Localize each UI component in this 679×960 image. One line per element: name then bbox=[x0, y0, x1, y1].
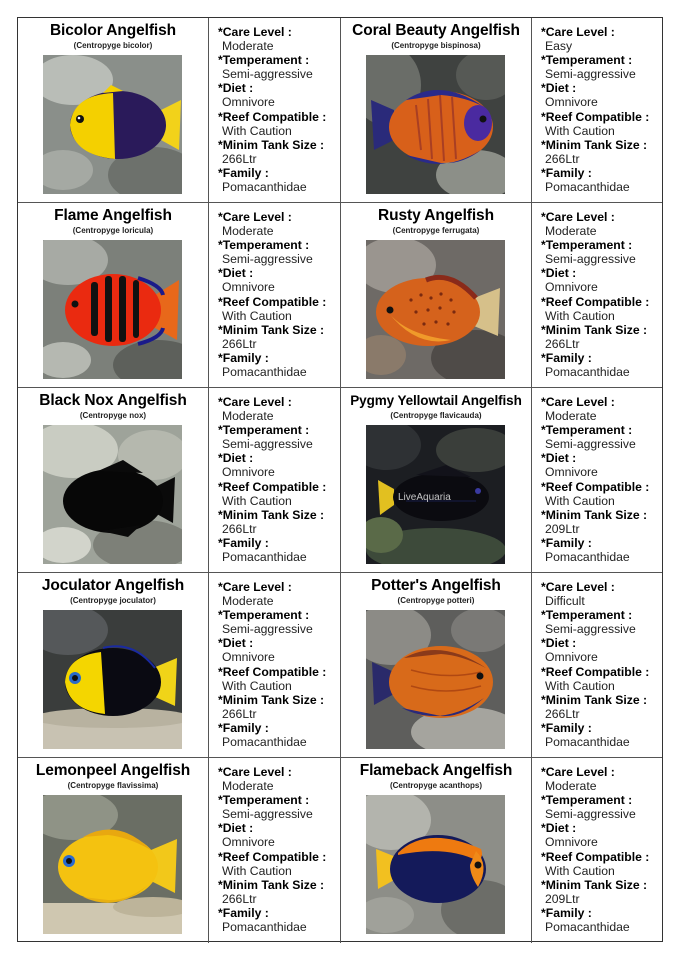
fish-name: Lemonpeel Angelfish bbox=[35, 762, 191, 779]
fish-photo bbox=[366, 795, 505, 934]
temperament-value: Semi-aggressive bbox=[222, 622, 313, 637]
temperament-label: *Temperament : bbox=[218, 423, 310, 438]
family-value: Pomacanthidae bbox=[545, 735, 630, 750]
tank-size-value: 209Ltr bbox=[545, 891, 580, 906]
fish-photo bbox=[366, 55, 505, 194]
fish-info-joculator bbox=[209, 573, 341, 758]
fish-name: Pygmy Yellowtail Angelfish bbox=[350, 393, 522, 408]
family-label: *Family : bbox=[541, 350, 592, 365]
temperament-label: *Temperament : bbox=[541, 238, 633, 253]
family-label: *Family : bbox=[218, 535, 269, 550]
reef-compatible-label: *Reef Compatible : bbox=[541, 664, 650, 679]
tank-size-value: 266Ltr bbox=[222, 891, 257, 906]
reef-compatible-label: *Reef Compatible : bbox=[541, 479, 650, 494]
temperament-value: Semi-aggressive bbox=[545, 437, 636, 452]
reef-compatible-value: With Caution bbox=[222, 123, 292, 138]
tank-size-label: *Minim Tank Size : bbox=[541, 877, 648, 892]
diet-label: *Diet : bbox=[218, 81, 254, 96]
diet-value: Omnivore bbox=[222, 280, 275, 295]
diet-label: *Diet : bbox=[541, 81, 577, 96]
family-value: Pomacanthidae bbox=[545, 550, 630, 565]
reef-compatible-label: *Reef Compatible : bbox=[218, 109, 327, 124]
scientific-name: (Centropyge flavicauda) bbox=[390, 411, 482, 420]
tank-size-label: *Minim Tank Size : bbox=[541, 692, 648, 707]
fish-name: Joculator Angelfish bbox=[41, 577, 185, 594]
fish-photo bbox=[43, 55, 182, 194]
scientific-name: (Centropyge joculator) bbox=[70, 596, 156, 605]
reef-compatible-value: With Caution bbox=[222, 678, 292, 693]
fish-care-sheet bbox=[17, 17, 663, 942]
fish-info-pygmy-yellowtail bbox=[532, 388, 662, 573]
reef-compatible-label: *Reef Compatible : bbox=[541, 294, 650, 309]
temperament-value: Semi-aggressive bbox=[222, 437, 313, 452]
fish-info-rusty bbox=[532, 203, 662, 388]
potters-angelfish-image bbox=[366, 610, 505, 749]
diet-label: *Diet : bbox=[218, 451, 254, 466]
bicolor-angelfish-image bbox=[43, 55, 182, 194]
diet-value: Omnivore bbox=[222, 835, 275, 850]
diet-value: Omnivore bbox=[545, 650, 598, 665]
fish-card-bicolor bbox=[18, 18, 209, 203]
temperament-label: *Temperament : bbox=[218, 793, 310, 808]
care-level-label: *Care Level : bbox=[541, 765, 615, 779]
family-value: Pomacanthidae bbox=[222, 735, 307, 750]
fish-name: Potter's Angelfish bbox=[371, 577, 501, 594]
fish-info-flame bbox=[209, 203, 341, 388]
fish-info-lemonpeel bbox=[209, 758, 341, 943]
family-value: Pomacanthidae bbox=[222, 365, 307, 380]
fish-card-pygmy-yellowtail bbox=[341, 388, 532, 573]
reef-compatible-label: *Reef Compatible : bbox=[218, 849, 327, 864]
temperament-value: Semi-aggressive bbox=[545, 67, 636, 82]
diet-label: *Diet : bbox=[541, 636, 577, 651]
fish-card-flameback bbox=[341, 758, 532, 943]
tank-size-value: 266Ltr bbox=[545, 706, 580, 721]
diet-label: *Diet : bbox=[541, 266, 577, 281]
family-label: *Family : bbox=[218, 350, 269, 365]
fish-card-rusty bbox=[341, 203, 532, 388]
reef-compatible-value: With Caution bbox=[222, 493, 292, 508]
care-level-value: Moderate bbox=[222, 224, 274, 239]
family-label: *Family : bbox=[218, 720, 269, 735]
reef-compatible-value: With Caution bbox=[222, 308, 292, 323]
temperament-label: *Temperament : bbox=[218, 238, 310, 253]
fish-card-lemonpeel bbox=[18, 758, 209, 943]
family-value: Pomacanthidae bbox=[222, 180, 307, 195]
fish-info-flameback bbox=[532, 758, 662, 943]
diet-label: *Diet : bbox=[541, 821, 577, 836]
tank-size-value: 266Ltr bbox=[222, 521, 257, 536]
scientific-name: (Centropyge flavissima) bbox=[67, 781, 159, 790]
temperament-label: *Temperament : bbox=[541, 423, 633, 438]
fish-name: Black Nox Angelfish bbox=[39, 392, 187, 409]
tank-size-label: *Minim Tank Size : bbox=[218, 877, 325, 892]
tank-size-label: *Minim Tank Size : bbox=[218, 137, 325, 152]
scientific-name: (Centropyge bicolor) bbox=[73, 41, 153, 50]
fish-photo bbox=[43, 795, 182, 934]
family-value: Pomacanthidae bbox=[545, 920, 630, 935]
care-level-label: *Care Level : bbox=[218, 395, 292, 409]
reef-compatible-label: *Reef Compatible : bbox=[218, 294, 327, 309]
family-value: Pomacanthidae bbox=[545, 180, 630, 195]
reef-compatible-value: With Caution bbox=[545, 123, 615, 138]
reef-compatible-value: With Caution bbox=[545, 678, 615, 693]
diet-value: Omnivore bbox=[222, 650, 275, 665]
care-level-value: Moderate bbox=[545, 409, 597, 424]
reef-compatible-value: With Caution bbox=[222, 863, 292, 878]
tank-size-value: 266Ltr bbox=[222, 336, 257, 351]
rusty-angelfish-image bbox=[366, 240, 505, 379]
fish-card-coral-beauty bbox=[341, 18, 532, 203]
scientific-name: (Centropyge acanthops) bbox=[389, 781, 482, 790]
tank-size-label: *Minim Tank Size : bbox=[541, 137, 648, 152]
family-value: Pomacanthidae bbox=[545, 365, 630, 380]
tank-size-label: *Minim Tank Size : bbox=[218, 322, 325, 337]
care-level-label: *Care Level : bbox=[218, 210, 292, 224]
flameback-angelfish-image bbox=[366, 795, 505, 934]
fish-photo bbox=[43, 240, 182, 379]
reef-compatible-label: *Reef Compatible : bbox=[541, 109, 650, 124]
family-label: *Family : bbox=[541, 905, 592, 920]
care-level-label: *Care Level : bbox=[218, 765, 292, 779]
reef-compatible-value: With Caution bbox=[545, 863, 615, 878]
fish-card-black-nox bbox=[18, 388, 209, 573]
care-level-value: Moderate bbox=[545, 779, 597, 794]
reef-compatible-value: With Caution bbox=[545, 308, 615, 323]
fish-name: Rusty Angelfish bbox=[378, 207, 494, 224]
temperament-label: *Temperament : bbox=[218, 608, 310, 623]
fish-name: Flameback Angelfish bbox=[359, 762, 513, 779]
care-level-label: *Care Level : bbox=[541, 210, 615, 224]
watermark-text: LiveAquaria bbox=[398, 492, 451, 503]
temperament-value: Semi-aggressive bbox=[222, 807, 313, 822]
diet-value: Omnivore bbox=[222, 465, 275, 480]
care-level-label: *Care Level : bbox=[218, 580, 292, 594]
care-level-label: *Care Level : bbox=[218, 25, 292, 39]
tank-size-label: *Minim Tank Size : bbox=[541, 507, 648, 522]
flame-angelfish-image bbox=[43, 240, 182, 379]
fish-info-coral-beauty bbox=[532, 18, 662, 203]
diet-label: *Diet : bbox=[218, 636, 254, 651]
temperament-value: Semi-aggressive bbox=[545, 252, 636, 267]
care-level-value: Moderate bbox=[222, 779, 274, 794]
care-level-value: Easy bbox=[545, 39, 573, 54]
fish-photo bbox=[366, 610, 505, 749]
family-label: *Family : bbox=[541, 165, 592, 180]
reef-compatible-label: *Reef Compatible : bbox=[218, 664, 327, 679]
tank-size-label: *Minim Tank Size : bbox=[218, 692, 325, 707]
reef-compatible-value: With Caution bbox=[545, 493, 615, 508]
family-label: *Family : bbox=[218, 165, 269, 180]
fish-info-black-nox bbox=[209, 388, 341, 573]
reef-compatible-label: *Reef Compatible : bbox=[218, 479, 327, 494]
tank-size-value: 266Ltr bbox=[222, 151, 257, 166]
temperament-value: Semi-aggressive bbox=[222, 67, 313, 82]
scientific-name: (Centropyge loricula) bbox=[72, 226, 154, 235]
scientific-name: (Centropyge potteri) bbox=[397, 596, 475, 605]
temperament-value: Semi-aggressive bbox=[222, 252, 313, 267]
family-value: Pomacanthidae bbox=[222, 550, 307, 565]
black-nox-angelfish-image bbox=[43, 425, 182, 564]
diet-value: Omnivore bbox=[222, 95, 275, 110]
family-label: *Family : bbox=[541, 535, 592, 550]
reef-compatible-label: *Reef Compatible : bbox=[541, 849, 650, 864]
care-level-value: Difficult bbox=[545, 594, 585, 609]
diet-value: Omnivore bbox=[545, 835, 598, 850]
fish-name: Flame Angelfish bbox=[54, 207, 172, 224]
temperament-label: *Temperament : bbox=[541, 53, 633, 68]
fish-name: Coral Beauty Angelfish bbox=[352, 22, 520, 39]
joculator-angelfish-image bbox=[43, 610, 182, 749]
diet-value: Omnivore bbox=[545, 465, 598, 480]
fish-name: Bicolor Angelfish bbox=[49, 22, 177, 39]
scientific-name: (Centropyge nox) bbox=[79, 411, 147, 420]
care-level-label: *Care Level : bbox=[541, 25, 615, 39]
fish-photo bbox=[43, 610, 182, 749]
diet-label: *Diet : bbox=[218, 821, 254, 836]
fish-photo bbox=[366, 240, 505, 379]
care-level-value: Moderate bbox=[545, 224, 597, 239]
family-label: *Family : bbox=[541, 720, 592, 735]
temperament-label: *Temperament : bbox=[541, 793, 633, 808]
scientific-name: (Centropyge bispinosa) bbox=[391, 41, 481, 50]
fish-photo bbox=[43, 425, 182, 564]
family-label: *Family : bbox=[218, 905, 269, 920]
fish-card-flame bbox=[18, 203, 209, 388]
diet-value: Omnivore bbox=[545, 280, 598, 295]
family-value: Pomacanthidae bbox=[222, 920, 307, 935]
care-level-label: *Care Level : bbox=[541, 395, 615, 409]
fish-info-potters bbox=[532, 573, 662, 758]
temperament-value: Semi-aggressive bbox=[545, 807, 636, 822]
tank-size-label: *Minim Tank Size : bbox=[541, 322, 648, 337]
diet-label: *Diet : bbox=[541, 451, 577, 466]
temperament-label: *Temperament : bbox=[541, 608, 633, 623]
lemonpeel-angelfish-image bbox=[43, 795, 182, 934]
coral-beauty-angelfish-image bbox=[366, 55, 505, 194]
care-level-label: *Care Level : bbox=[541, 580, 615, 594]
temperament-value: Semi-aggressive bbox=[545, 622, 636, 637]
diet-label: *Diet : bbox=[218, 266, 254, 281]
fish-info-bicolor bbox=[209, 18, 341, 203]
fish-photo bbox=[366, 425, 505, 564]
temperament-label: *Temperament : bbox=[218, 53, 310, 68]
tank-size-value: 266Ltr bbox=[222, 706, 257, 721]
care-level-value: Moderate bbox=[222, 409, 274, 424]
care-level-value: Moderate bbox=[222, 39, 274, 54]
diet-value: Omnivore bbox=[545, 95, 598, 110]
tank-size-value: 266Ltr bbox=[545, 151, 580, 166]
care-level-value: Moderate bbox=[222, 594, 274, 609]
pygmy-yellowtail-angelfish-image bbox=[366, 425, 505, 564]
tank-size-value: 209Ltr bbox=[545, 521, 580, 536]
fish-card-joculator bbox=[18, 573, 209, 758]
scientific-name: (Centropyge ferrugata) bbox=[392, 226, 480, 235]
fish-card-potters bbox=[341, 573, 532, 758]
tank-size-label: *Minim Tank Size : bbox=[218, 507, 325, 522]
tank-size-value: 266Ltr bbox=[545, 336, 580, 351]
